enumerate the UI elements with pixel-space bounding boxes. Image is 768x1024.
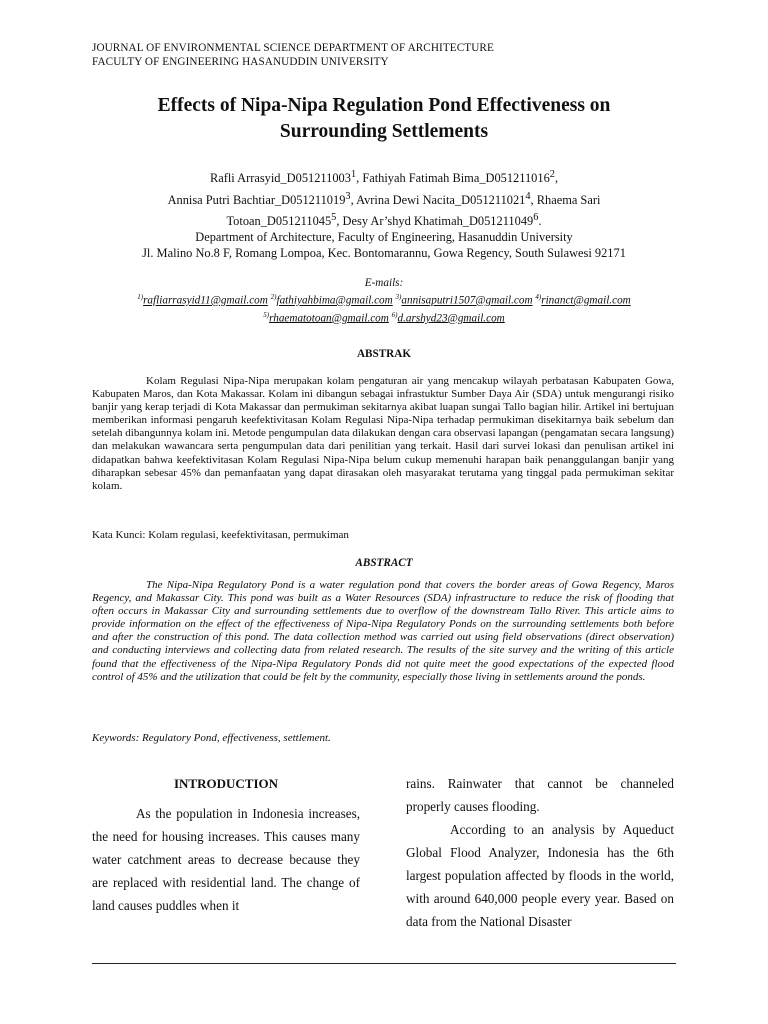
author-name: Desy Ar’shyd Khatimah_D051211049: [342, 214, 534, 229]
paper-title: [80, 93, 688, 145]
author-separator: .: [538, 214, 542, 229]
email-marker: 5): [263, 310, 270, 319]
email-marker: 6): [391, 310, 398, 319]
affiliation-line1: Department of Architecture, Faculty of Engineering, Hasanuddin University: [195, 230, 573, 244]
abstrak-keywords: Kata Kunci: Kolam regulasi, keefektivitasan, permukiman: [92, 529, 349, 541]
paper-title-line1: Effects of Nipa-Nipa Regulation Pond Effectiveness on: [157, 95, 611, 116]
abstract-heading: ABSTRACT: [355, 557, 413, 569]
author-name: Totoan_D051211045: [226, 214, 332, 229]
email-link[interactable]: rhaematotoan@gmail.com: [269, 312, 389, 325]
affiliation: [80, 230, 688, 261]
abstrak-heading: ABSTRAK: [356, 348, 412, 360]
email-marker: 4): [535, 293, 542, 301]
author-name: Avrina Dewi Nacita_D051211021: [356, 192, 526, 207]
abstract-text: The Nipa-Nipa Regulatory Pond is a water regulation pond that covers the border areas of Gowa Regency, Maros Regency, and Makassar City. This pond was built as a Water Resources (SDA) infrastructure to reduce the risk of flooding that often occurs in Makassar City and surrounding settlements due to overflow of the downstream Tallo River. This article aims to provide information on the effect of the effectiveness of Nipa-Nipa Regulatory Ponds on the surrounding settlements both before and after the construction of this pond. The data collection method was carried out using field observations (direct observation) and conducting interviews and collecting data from related research. The results of the site survey and the writing of this article found that the effectiveness of the Nipa-Nipa Regulatory Ponds did not quite meet the good expectations of the expected flood control of 45% and the utilization that could be felt by the community, especially those living in settlements around the ponds.: [92, 579, 674, 683]
affiliation-line2: Jl. Malino No.8 F, Romang Lompoa, Kec. Bontomarannu, Gowa Regency, South Sulawesi 92171: [142, 245, 626, 260]
paper-title-line2: Surrounding Settlements: [279, 121, 489, 142]
author-affiliation-number: 1: [350, 169, 357, 180]
email-label: E-mails:: [364, 277, 404, 289]
intro-paragraph: According to an analysis by Aqueduct Global Flood Analyzer, Indonesia has the 6th largest population affected by floods in the world, with around 640,000 people every year. Based on data from the National Disaster: [406, 822, 674, 929]
intro-paragraph: As the population in Indonesia increases, the need for housing increases. This causes many water catchment areas to decrease because they are replaced with residential land. The change of land causes puddles when it: [92, 806, 360, 913]
introduction-heading: INTRODUCTION: [173, 776, 278, 791]
author-separator: ,: [554, 171, 559, 186]
email-link[interactable]: fathiyahbima@gmail.com: [276, 294, 393, 307]
email-block: [80, 276, 688, 325]
abstract-keywords: Keywords: Regulatory Pond, effectiveness, settlement.: [92, 732, 331, 744]
author-name: Annisa Putri Bachtiar_D051211019: [167, 192, 346, 207]
journal-header: [92, 42, 494, 69]
author-name: Fathiyah Fatimah Bima_D051211016: [362, 171, 550, 186]
right-column: [406, 772, 674, 933]
author-name: Rafli Arrasyid_D051211003: [209, 171, 351, 186]
author-affiliation-number: 2: [549, 169, 555, 180]
author-affiliation-number: 6: [533, 212, 539, 224]
journal-header-line2: FACULTY OF ENGINEERING HASANUDDIN UNIVERSITY: [92, 55, 389, 68]
left-column: [92, 802, 360, 917]
author-separator: , Rhaema Sari: [530, 192, 601, 207]
email-marker: 3): [395, 293, 402, 301]
author-affiliation-number: 4: [525, 190, 531, 202]
email-link[interactable]: d.arshyd23@gmail.com: [397, 312, 505, 325]
email-marker: 2): [270, 293, 277, 301]
author-list: [80, 166, 688, 231]
email-marker: 1): [137, 293, 144, 301]
email-link[interactable]: rinanct@gmail.com: [541, 294, 631, 307]
author-separator: ,: [356, 171, 363, 186]
journal-header-line1: JOURNAL OF ENVIRONMENTAL SCIENCE DEPARTMENT OF ARCHITECTURE: [92, 42, 494, 54]
footer-rule: [92, 963, 676, 964]
intro-paragraph: rains. Rainwater that cannot be channeled properly causes flooding.: [406, 776, 674, 814]
email-link[interactable]: annisaputri1507@gmail.com: [401, 294, 533, 307]
abstrak-text: Kolam Regulasi Nipa-Nipa merupakan kolam pengaturan air yang mencakup wilayah perbatasan Kabupaten Gowa, Kabupaten Maros, dan Kota Makassar. Kolam ini dibangun sebagai infrastuktur Sumber Daya Air (SDA) untuk mengurangi risiko banjir yang kerap terjadi di Kota Makassar dan permukiman sekitarnya akibat luapan sungai Tallo bagian hilir. Artikel ini bertujuan memberikan informasi pengaruh keefektivitasan Kolam Regulasi Nipa-Nipa terhadap permukiman disekitarnya baik sebelum dan setelah dibangunnya kolam ini. Metode pengumpulan data dilakukan dengan cara observasi lapangan (pengamatan secara langsung) dan melakukan wawancara serta pengumpulan data dari penilitian yang terkait. Hasil dari survei lokasi dan penulisan artikel ini didapatkan bahwa keefektivitasan Kolam Regulasi Nipa-Nipa belum cukup memenuhi harapan baik penanggulangan banjir yang diharapkan sebesar 45% dan pemanfaatan yang dapat dirasakan oleh masyarakat terutama yang tinggal pada permukiman sekitar kolam.: [92, 375, 674, 492]
author-separator: ,: [350, 192, 357, 207]
author-affiliation-number: 5: [331, 212, 337, 224]
author-separator: ,: [336, 214, 343, 229]
email-link[interactable]: rafliarrasyid11@gmail.com: [143, 294, 268, 307]
author-affiliation-number: 3: [345, 190, 351, 202]
